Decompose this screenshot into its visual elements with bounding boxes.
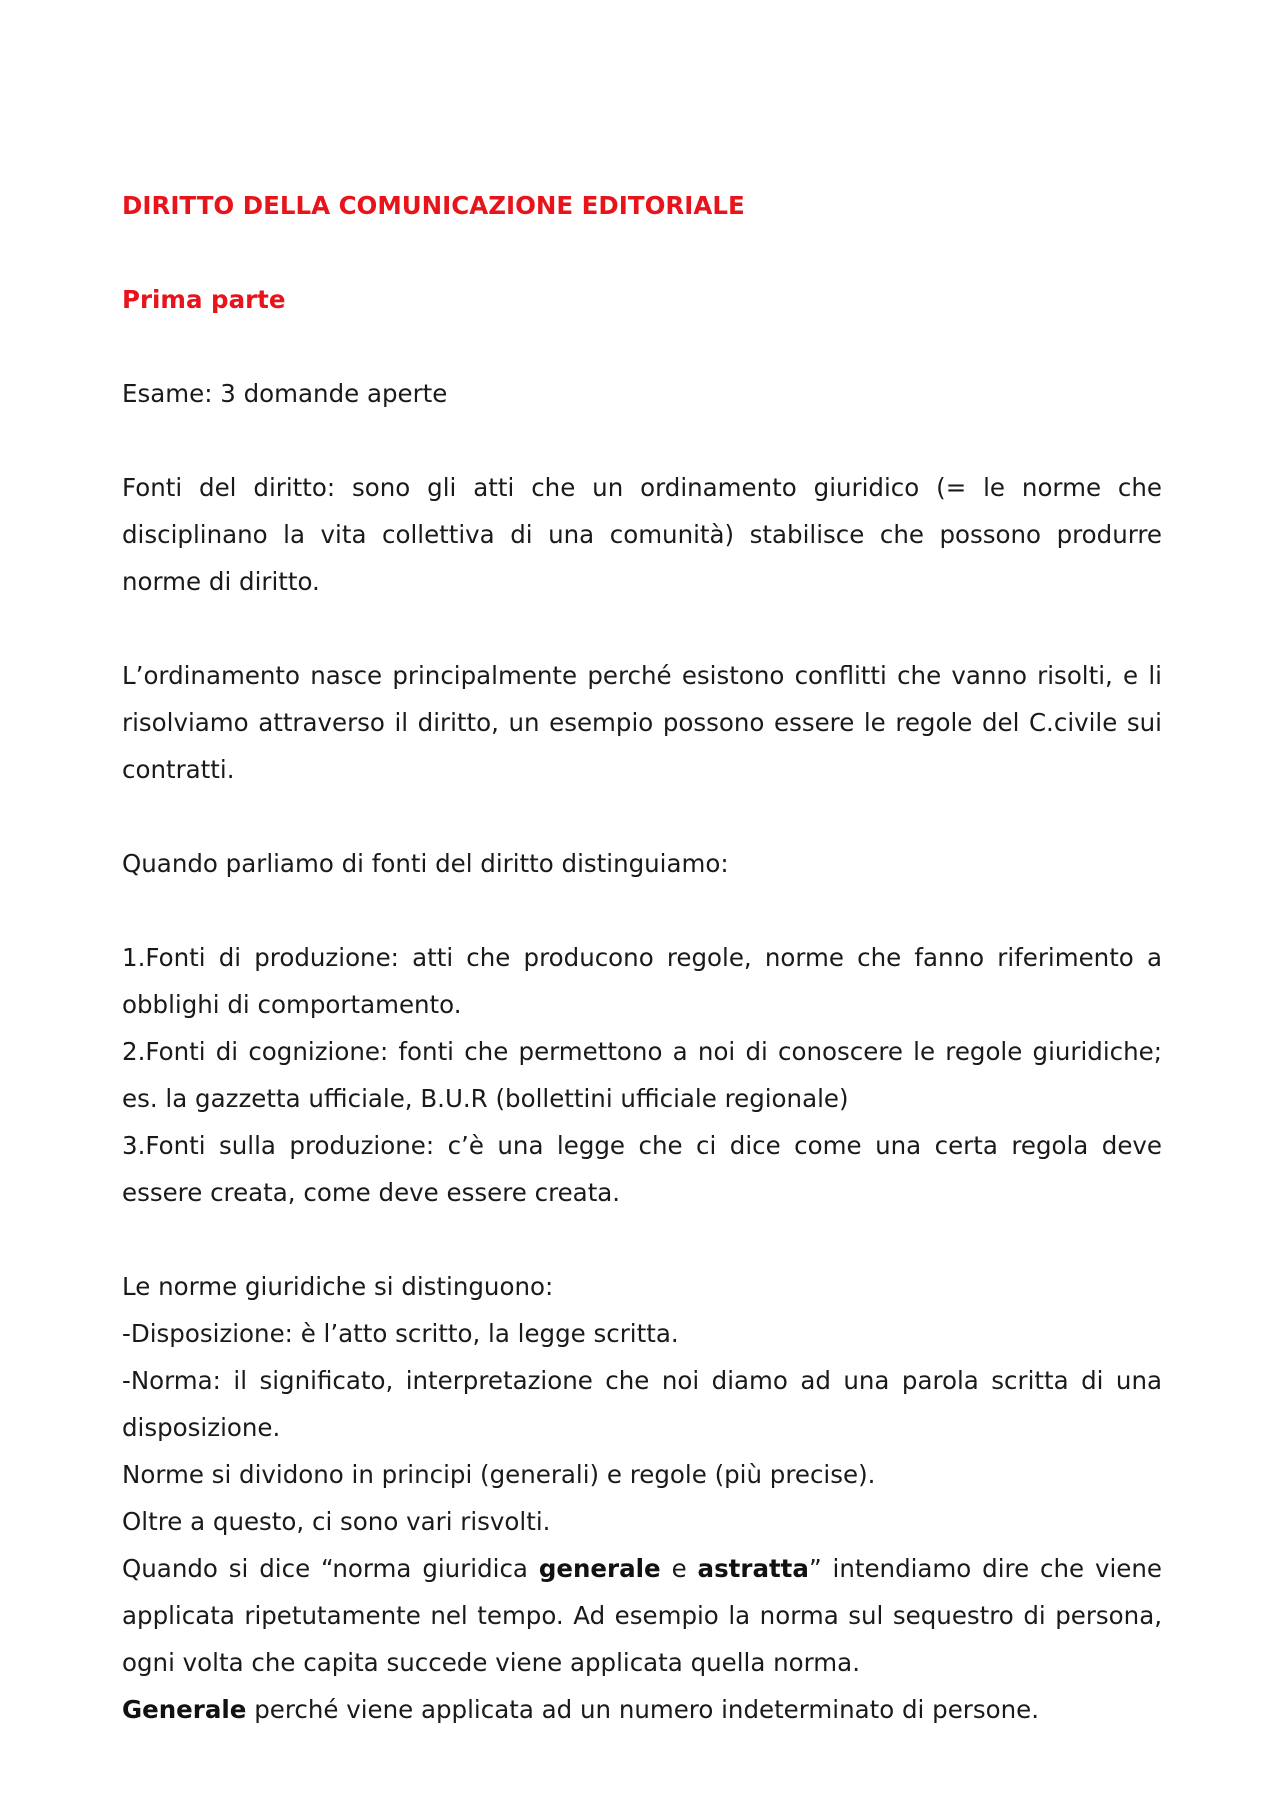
norme-intro: Le norme giuridiche si distinguono:: [122, 1272, 554, 1301]
oltre-line: Oltre a questo, ci sono vari risvolti.: [122, 1507, 551, 1536]
list-item: 1.Fonti di produzione: atti che producono regole, norme che fanno riferimento a obblighi di comportamento.: [122, 943, 1162, 1019]
generale-astratta-paragraph: [122, 1545, 1162, 1686]
norma-line: -Norma: il significato, interpretazione che noi diamo ad una parola scritta di una disposizione.: [122, 1366, 1162, 1442]
text-run: perché viene applicata ad un numero indeterminato di persone.: [246, 1695, 1039, 1724]
bold-generale: generale: [538, 1554, 661, 1583]
text-run: ” intendiamo dire che viene applicata ripetutamente nel tempo. Ad esempio la norma sul sequestro di persona, ogni volta che capita succede viene applicata quella norma.: [122, 1554, 1162, 1677]
disposizione-line: -Disposizione: è l’atto scritto, la legge scritta.: [122, 1319, 679, 1348]
document-title: DIRITTO DELLA COMUNICAZIONE EDITORIALE: [122, 191, 745, 220]
norme-section: [122, 1263, 1162, 1733]
exam-line: Esame: 3 domande aperte: [122, 379, 448, 408]
paragraph-ordinamento: L’ordinamento nasce principalmente perché esistono conflitti che vanno risolti, e li risolviamo attraverso il diritto, un esempio possono essere le regole del C.civile sui contratti.: [122, 661, 1162, 784]
section-subtitle: Prima parte: [122, 285, 286, 314]
text-run: Quando si dice “norma giuridica: [122, 1554, 539, 1583]
paragraph-distinguiamo: Quando parliamo di fonti del diritto distinguiamo:: [122, 849, 729, 878]
list-item: 3.Fonti sulla produzione: c’è una legge che ci dice come una certa regola deve essere creata, come deve essere creata.: [122, 1131, 1162, 1207]
text-run: e: [660, 1554, 698, 1583]
principi-line: Norme si dividono in principi (generali) e regole (più precise).: [122, 1460, 876, 1489]
document-page: [122, 182, 1162, 1733]
paragraph-fonti-definition: Fonti del diritto: sono gli atti che un ordinamento giuridico (= le norme che disciplinano la vita collettiva di una comunità) stabilisce che possono produrre norme di diritto.: [122, 473, 1162, 596]
fonti-list: [122, 934, 1162, 1216]
bold-generale-term: Generale: [122, 1695, 247, 1724]
bold-astratta: astratta: [697, 1554, 809, 1583]
list-item: 2.Fonti di cognizione: fonti che permettono a noi di conoscere le regole giuridiche; es. la gazzetta ufficiale, B.U.R (bollettini ufficiale regionale): [122, 1037, 1162, 1113]
generale-definition: [122, 1686, 1162, 1733]
